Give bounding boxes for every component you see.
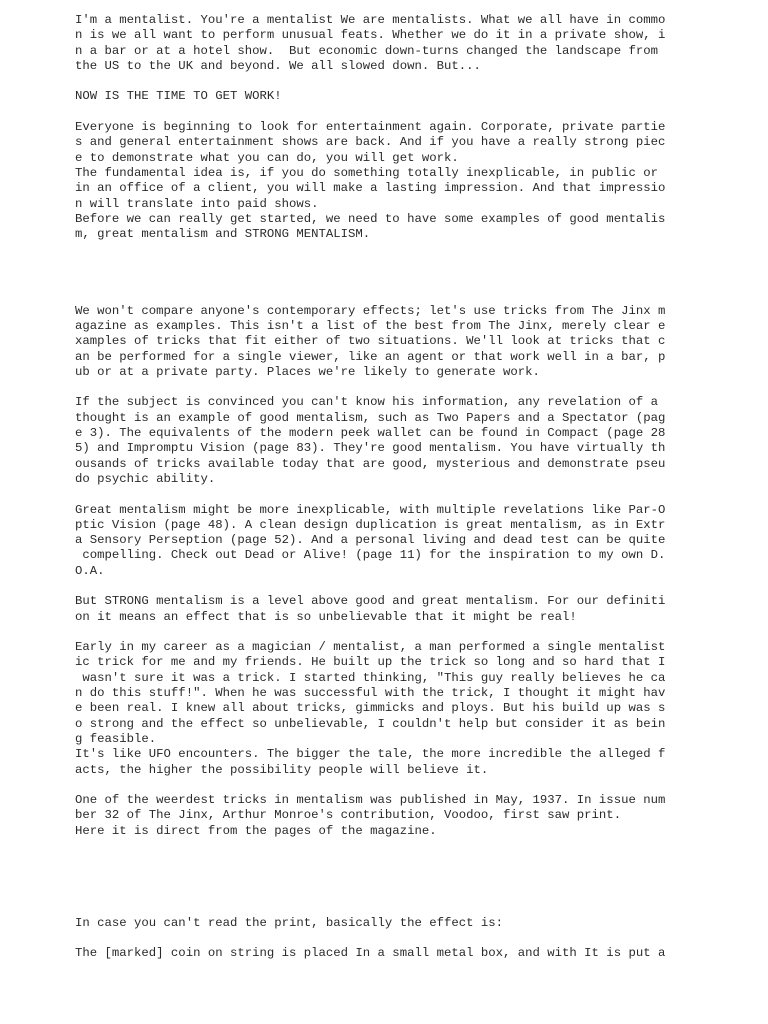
text-line: xamples of tricks that fit either of two situations. We'll look at tricks that c: [75, 334, 666, 349]
text-line: wasn't sure it was a trick. I started thinking, "This guy really believes he ca: [75, 670, 666, 685]
text-line: g feasible.: [75, 731, 157, 746]
text-line: o strong and the effect so unbelievable, I couldn't help but consider it as bein: [75, 716, 666, 731]
blank-line: [75, 105, 675, 120]
text-line: It's like UFO encounters. The bigger the tale, the more incredible the alleged f: [75, 747, 666, 762]
blank-line: [75, 778, 675, 793]
blank-line: [75, 242, 675, 257]
text-line: n do this stuff!". When he was successful with the trick, I thought it might hav: [75, 686, 666, 701]
text-line: But STRONG mentalism is a level above good and great mentalism. For our definiti: [75, 594, 666, 609]
blank-line: [75, 900, 675, 915]
text-line: Great mentalism might be more inexplicable, with multiple revelations like Par-O: [75, 502, 666, 517]
text-line: s and general entertainment shows are back. And if you have a really strong piec: [75, 135, 666, 150]
blank-line: [75, 487, 675, 502]
text-line: agazine as examples. This isn't a list of the best from The Jinx, merely clear e: [75, 318, 666, 333]
text-line: the US to the UK and beyond. We all slowed down. But...: [75, 58, 481, 73]
blank-line: [75, 839, 675, 854]
text-line: ub or at a private party. Places we're likely to generate work.: [75, 364, 540, 379]
text-line: 5) and Impromptu Vision (page 83). They're good mentalism. You have virtually th: [75, 441, 666, 456]
text-line: ptic Vision (page 48). A clean design duplication is great mentalism, as in Extr: [75, 517, 666, 532]
text-line: m, great mentalism and STRONG MENTALISM.: [75, 227, 371, 242]
text-line: NOW IS THE TIME TO GET WORK!: [75, 89, 282, 104]
text-line: ber 32 of The Jinx, Arthur Monroe's contribution, Voodoo, first saw print.: [75, 808, 622, 823]
text-line: I'm a mentalist. You're a mentalist We are mentalists. What we all have in commo: [75, 13, 666, 27]
blank-line: [75, 74, 675, 89]
blank-line: [75, 380, 675, 395]
text-line: ousands of tricks available today that are good, mysterious and demonstrate pseu: [75, 456, 666, 471]
text-line: The [marked] coin on string is placed In a small metal box, and with It is put a: [75, 946, 666, 961]
text-line: Before we can really get started, we need to have some examples of good mentalis: [75, 211, 666, 226]
text-line: If the subject is convinced you can't know his information, any revelation of a: [75, 395, 658, 410]
text-line: a Sensory Perseption (page 52). And a personal living and dead test can be quite: [75, 533, 666, 548]
text-line: Early in my career as a magician / mentalist, a man performed a single mentalist: [75, 640, 666, 655]
text-line: The fundamental idea is, if you do something totally inexplicable, in public or: [75, 165, 658, 180]
text-line: e 3). The equivalents of the modern peek wallet can be found in Compact (page 28: [75, 426, 666, 441]
text-line: In case you can't read the print, basically the effect is:: [75, 915, 504, 930]
blank-line: [75, 625, 675, 640]
blank-line: [75, 854, 675, 869]
text-line: acts, the higher the possibility people will believe it.: [75, 762, 489, 777]
document-text: [75, 13, 675, 961]
blank-line: [75, 258, 675, 273]
text-line: n a bar or at a hotel show. But economic down-turns changed the landscape from: [75, 43, 658, 58]
text-line: n will translate into paid shows.: [75, 196, 319, 211]
text-line: One of the weerdest tricks in mentalism was published in May, 1937. In issue num: [75, 793, 666, 808]
text-line: thought is an example of good mentalism, such as Two Papers and a Spectator (pag: [75, 410, 666, 425]
text-line: in an office of a client, you will make a lasting impression. And that impressio: [75, 181, 666, 196]
text-line: O.A.: [75, 563, 105, 578]
text-line: Everyone is beginning to look for entertainment again. Corporate, private partie: [75, 120, 666, 135]
text-line: e to demonstrate what you can do, you will get work.: [75, 150, 459, 165]
text-line: We won't compare anyone's contemporary effects; let's use tricks from The Jinx m: [75, 303, 666, 318]
blank-line: [75, 885, 675, 900]
text-line: Here it is direct from the pages of the magazine.: [75, 823, 437, 838]
text-line: e been real. I knew all about tricks, gimmicks and ploys. But his build up was s: [75, 701, 666, 716]
blank-line: [75, 931, 675, 946]
text-line: n is we all want to perform unusual feats. Whether we do it in a private show, i: [75, 28, 666, 43]
text-line: an be performed for a single viewer, like an agent or that work well in a bar, p: [75, 349, 666, 364]
text-line: on it means an effect that is so unbelievable that it might be real!: [75, 609, 577, 624]
text-line: ic trick for me and my friends. He built up the trick so long and so hard that I: [75, 655, 666, 670]
text-line: do psychic ability.: [75, 471, 216, 486]
blank-line: [75, 579, 675, 594]
blank-line: [75, 870, 675, 885]
blank-line: [75, 273, 675, 288]
text-line: compelling. Check out Dead or Alive! (page 11) for the inspiration to my own D.: [75, 548, 666, 563]
blank-line: [75, 288, 675, 303]
